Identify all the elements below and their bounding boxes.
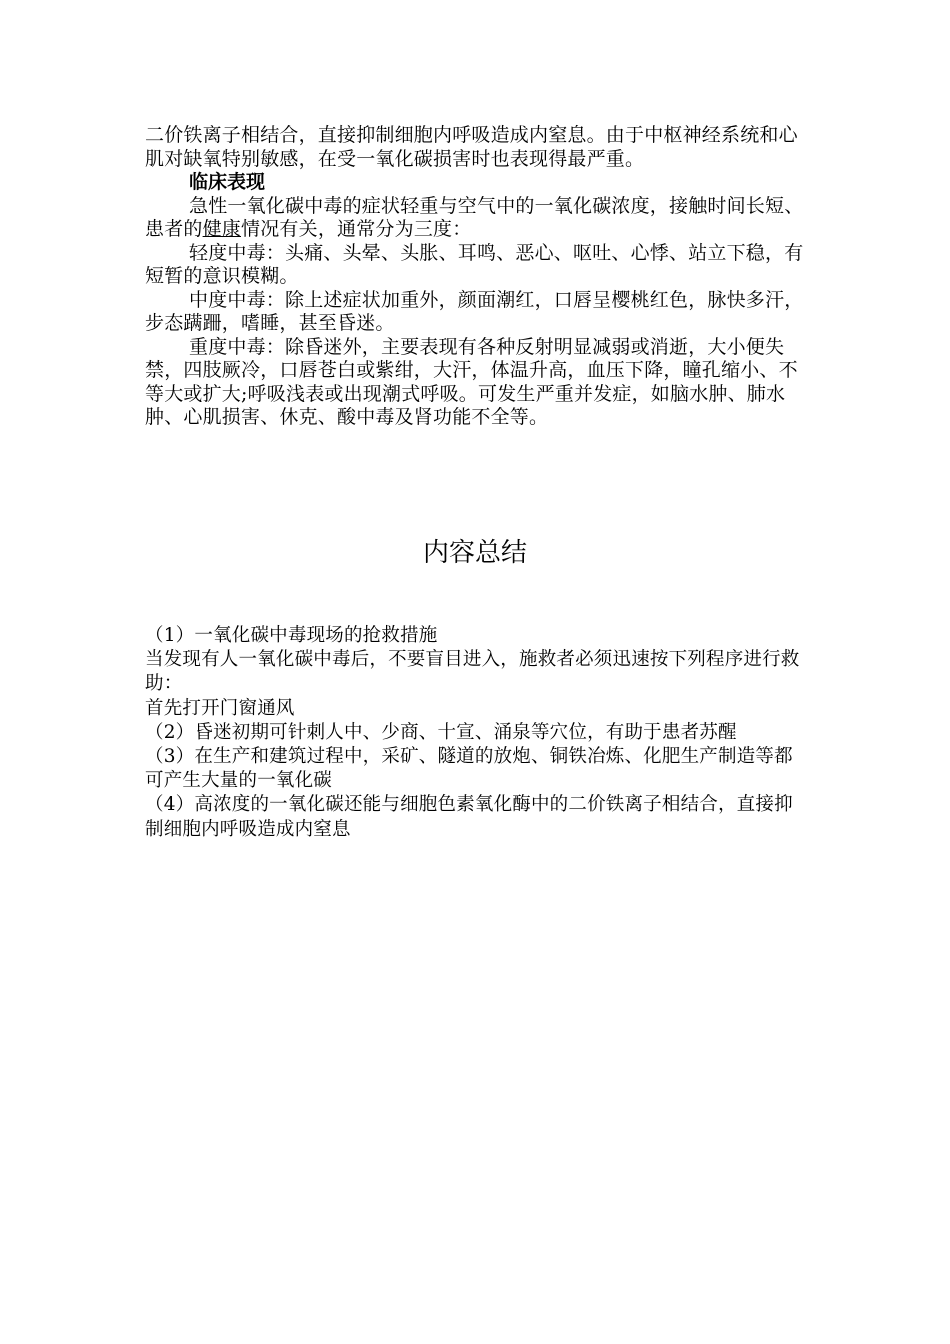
summary-line: （3）在生产和建筑过程中，采矿、隧道的放炮、铜铁冶炼、化肥生产制造等都可产生大量的一氧化碳	[145, 746, 793, 792]
summary-line: （1）一氧化碳中毒现场的抢救措施	[145, 625, 438, 646]
section-heading-clinical: 临床表现	[189, 171, 266, 193]
summary-title: 内容总结	[422, 538, 527, 568]
health-link[interactable]: 健康	[202, 218, 242, 240]
paragraph-severe: 重度中毒：除昏迷外，主要表现有各种反射明显减弱或消逝，大小便失禁，四肢厥冷，口唇苍白或紫绀，大汗，体温升高，血压下降，瞳孔缩小、不等大或扩大;呼吸浅表或出现潮式呼吸。可发生严重并发症，如脑水肿、肺水肿、心肌损害、休克、酸中毒及肾功能不全等。	[145, 335, 798, 428]
intro-text-after: 情况有关，通常分为三度：	[241, 218, 472, 240]
summary-section	[145, 624, 810, 842]
document-body	[145, 124, 805, 430]
summary-line: 当发现有人一氧化碳中毒后，不要盲目进入，施救者必须迅速按下列程序进行救助：	[145, 649, 800, 695]
summary-line: （4）高浓度的一氧化碳还能与细胞色素氧化酶中的二价铁离子相结合，直接抑制细胞内呼吸造成内窒息	[145, 794, 793, 840]
paragraph-intro	[145, 195, 805, 242]
intro-text-before: 急性一氧化碳中毒的症状轻重与空气中的一氧化碳浓度，接触时间长短、患者的	[145, 194, 804, 240]
summary-line: （2）昏迷初期可针刺人中、少商、十宣、涌泉等穴位，有助于患者苏醒	[145, 721, 737, 743]
paragraph-mild: 轻度中毒：头痛、头晕、头胀、耳鸣、恶心、呕吐、心悸、站立下稳，有短暂的意识模糊。	[145, 241, 804, 287]
paragraph-mechanism: 二价铁离子相结合，直接抑制细胞内呼吸造成内窒息。由于中枢神经系统和心肌对缺氧特别敏感，在受一氧化碳损害时也表现得最严重。	[145, 124, 798, 170]
summary-line: 首先打开门窗通风	[145, 697, 295, 719]
paragraph-moderate: 中度中毒：除上述症状加重外，颜面潮红，口唇呈樱桃红色，脉快多汗，步态蹒跚，嗜睡，甚至昏迷。	[145, 288, 804, 334]
